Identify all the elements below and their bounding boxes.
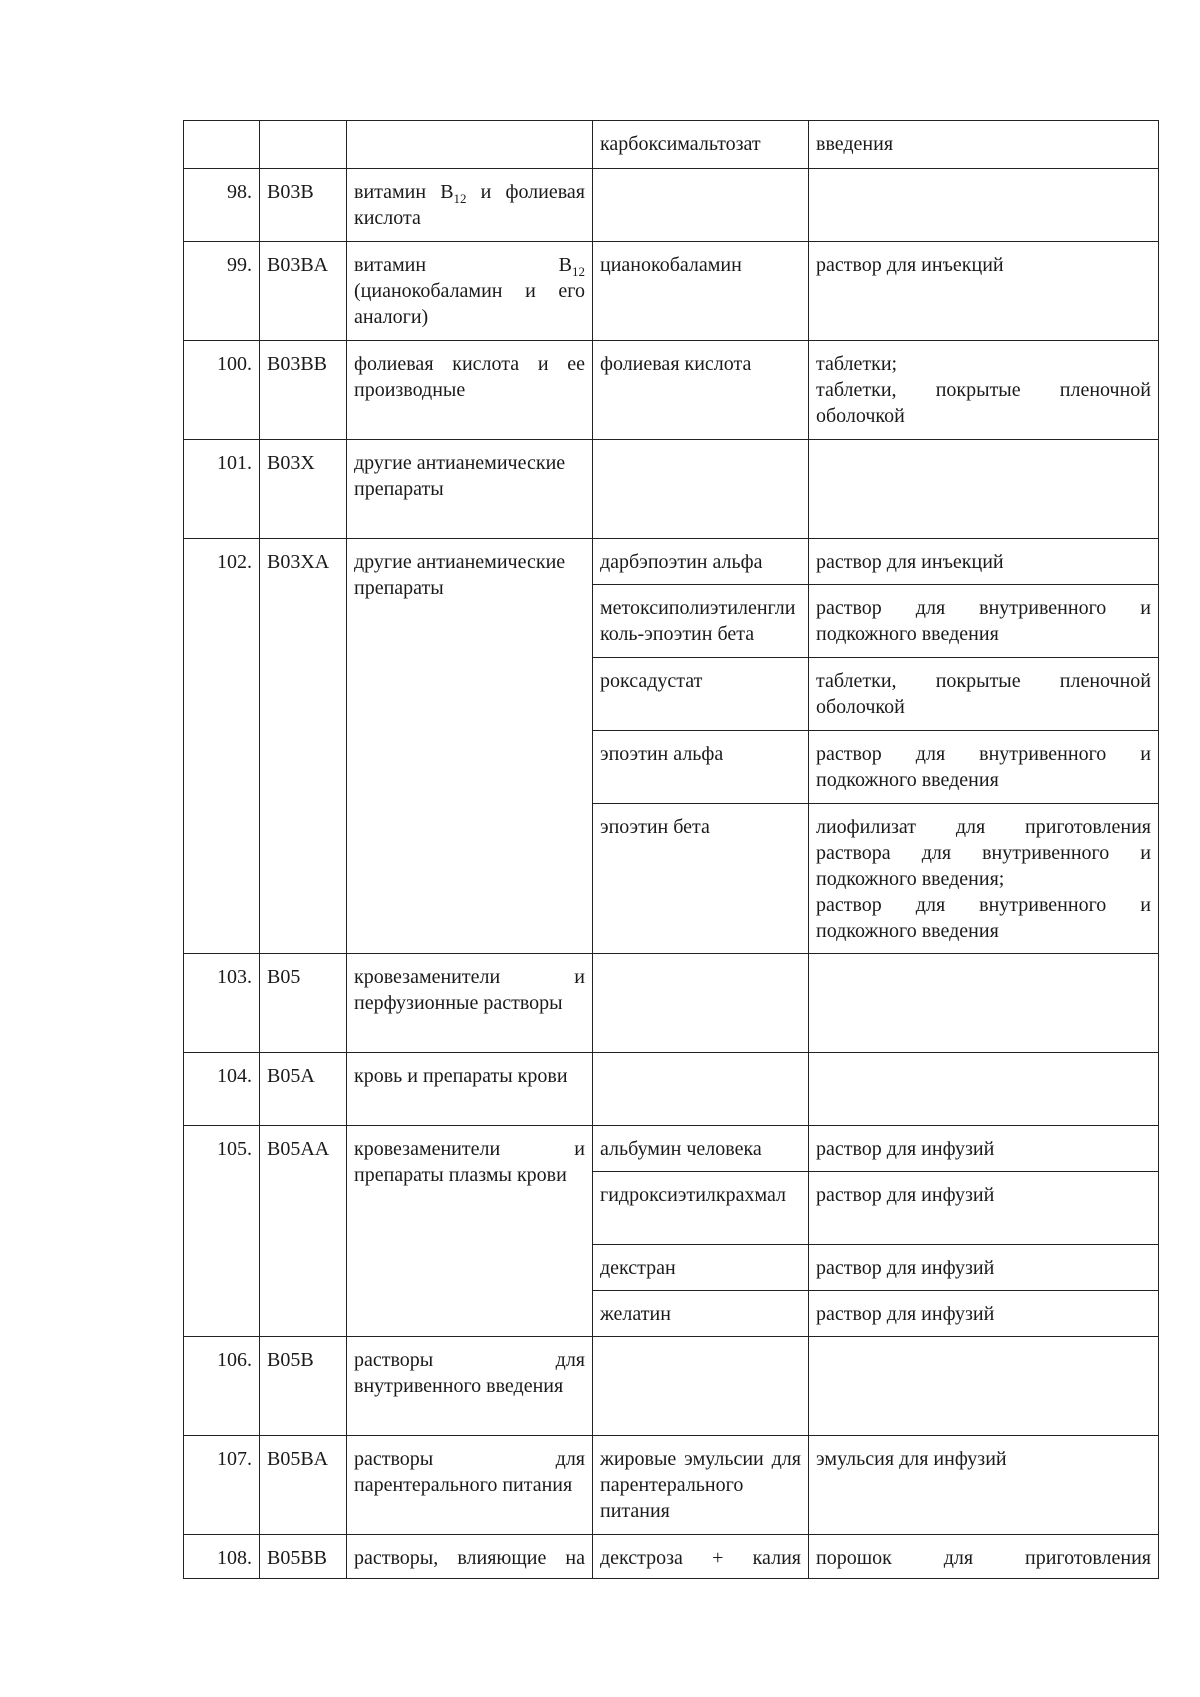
dosage-form (809, 731, 1159, 804)
atc-code: B03BB (260, 341, 347, 440)
dosage-form (809, 539, 1159, 585)
group-name: кровезаменители и перфузионные растворы (347, 954, 593, 1053)
group-name (347, 121, 593, 169)
dosage-form (809, 1337, 1159, 1436)
form-line: раствор для внутривенного и (816, 743, 1151, 765)
table-row (184, 1053, 1159, 1126)
group-name: фолиевая кислота и ее производные (347, 341, 593, 440)
row-number (184, 121, 260, 169)
dosage-form (809, 1245, 1159, 1291)
dosage-form (809, 1126, 1159, 1172)
group-name: витамин $B_{12}$ (цианокобаламин и его аналоги) (347, 242, 593, 341)
inn-name: гидроксиэтилкрахмал (593, 1172, 809, 1245)
form-line: таблетки, покрытые пленочной (816, 670, 1151, 692)
form-line: раствор для внутривенного и (816, 894, 1151, 916)
group-name: кровь и препараты крови (347, 1053, 593, 1126)
dosage-form (809, 1291, 1159, 1337)
form-line: подкожного введения (816, 920, 999, 942)
table-row (184, 1126, 1159, 1172)
inn-name: карбоксимальтозат (593, 121, 809, 169)
inn-name: жировые эмульсии для парентерального питания (593, 1436, 809, 1535)
row-number: 102. (184, 539, 260, 954)
form-line: раствор для инфузий (816, 1303, 995, 1325)
inn-name: эпоэтин бета (593, 804, 809, 954)
dosage-form: введения (809, 121, 1159, 169)
atc-code: B05BB (260, 1535, 347, 1579)
table-row (184, 341, 1159, 440)
inn-name: альбумин человека (593, 1126, 809, 1172)
atc-code: B05A (260, 1053, 347, 1126)
form-line: таблетки, покрытые пленочной (816, 379, 1151, 401)
dosage-form (809, 585, 1159, 658)
inn-name: желатин (593, 1291, 809, 1337)
atc-code (260, 121, 347, 169)
inn-name: роксадустат (593, 658, 809, 731)
inn-name: фолиевая кислота (593, 341, 809, 440)
dosage-form (809, 440, 1159, 539)
dosage-form: эмульсия для инфузий (809, 1436, 1159, 1535)
row-number: 99. (184, 242, 260, 341)
form-line: раствор для инфузий (816, 1138, 995, 1160)
form-line: подкожного введения (816, 623, 999, 645)
dosage-form (809, 954, 1159, 1053)
table-row (184, 242, 1159, 341)
inn-name (593, 169, 809, 242)
form-line: оболочкой (816, 405, 905, 427)
form-line: раствор для инъекций (816, 551, 1004, 573)
atc-code: B03B (260, 169, 347, 242)
dosage-form (809, 169, 1159, 242)
table-row (184, 954, 1159, 1053)
table-row (184, 1337, 1159, 1436)
inn-name: цианокобаламин (593, 242, 809, 341)
inn-name (593, 954, 809, 1053)
form-line: раствор для внутривенного и (816, 597, 1151, 619)
dosage-form (809, 804, 1159, 954)
table-row (184, 1535, 1159, 1579)
inn-name: декстроза + калия (593, 1535, 809, 1579)
form-line: раствор для инфузий (816, 1257, 995, 1279)
group-name: кровезаменители и препараты плазмы крови (347, 1126, 593, 1337)
form-line: подкожного введения (816, 769, 999, 791)
row-number: 105. (184, 1126, 260, 1337)
group-name: витамин $B_{12}$ и фолиевая кислота (347, 169, 593, 242)
table-row (184, 539, 1159, 585)
inn-name: декстран (593, 1245, 809, 1291)
atc-code: B03X (260, 440, 347, 539)
form-line: таблетки; (816, 353, 898, 375)
atc-code: B05AA (260, 1126, 347, 1337)
row-number: 101. (184, 440, 260, 539)
form-line: раствор для инфузий (816, 1184, 995, 1206)
form-line: лиофилизат для приготовления (816, 816, 1151, 838)
group-name: другие антианемические препараты (347, 539, 593, 954)
dosage-form (809, 341, 1159, 440)
row-number: 108. (184, 1535, 260, 1579)
dosage-form (809, 1053, 1159, 1126)
row-number: 98. (184, 169, 260, 242)
form-line: подкожного введения; (816, 868, 1005, 890)
row-number: 107. (184, 1436, 260, 1535)
group-name: другие антианемические препараты (347, 440, 593, 539)
group-name: растворы, влияющие на (347, 1535, 593, 1579)
inn-name: эпоэтин альфа (593, 731, 809, 804)
inn-name: метоксиполиэтиленгликоль-эпоэтин бета (593, 585, 809, 658)
group-name: растворы для внутривенного введения (347, 1337, 593, 1436)
row-number: 100. (184, 341, 260, 440)
inn-name: дарбэпоэтин альфа (593, 539, 809, 585)
dosage-form: раствор для инъекций (809, 242, 1159, 341)
form-line: оболочкой (816, 696, 905, 718)
table-row (184, 1436, 1159, 1535)
table-row (184, 169, 1159, 242)
atc-code: B05BA (260, 1436, 347, 1535)
atc-code: B05 (260, 954, 347, 1053)
inn-name (593, 1337, 809, 1436)
atc-code: B03XA (260, 539, 347, 954)
inn-name (593, 440, 809, 539)
form-line: раствора для внутривенного и (816, 842, 1151, 864)
dosage-form (809, 1172, 1159, 1245)
atc-code: B05B (260, 1337, 347, 1436)
inn-name (593, 1053, 809, 1126)
atc-code: B03BA (260, 242, 347, 341)
row-number: 104. (184, 1053, 260, 1126)
group-name: растворы для парентерального питания (347, 1436, 593, 1535)
table-row (184, 440, 1159, 539)
row-number: 103. (184, 954, 260, 1053)
row-number: 106. (184, 1337, 260, 1436)
table-row (184, 121, 1159, 169)
drug-list-table (183, 120, 1159, 1579)
dosage-form: порошок для приготовления (809, 1535, 1159, 1579)
dosage-form (809, 658, 1159, 731)
